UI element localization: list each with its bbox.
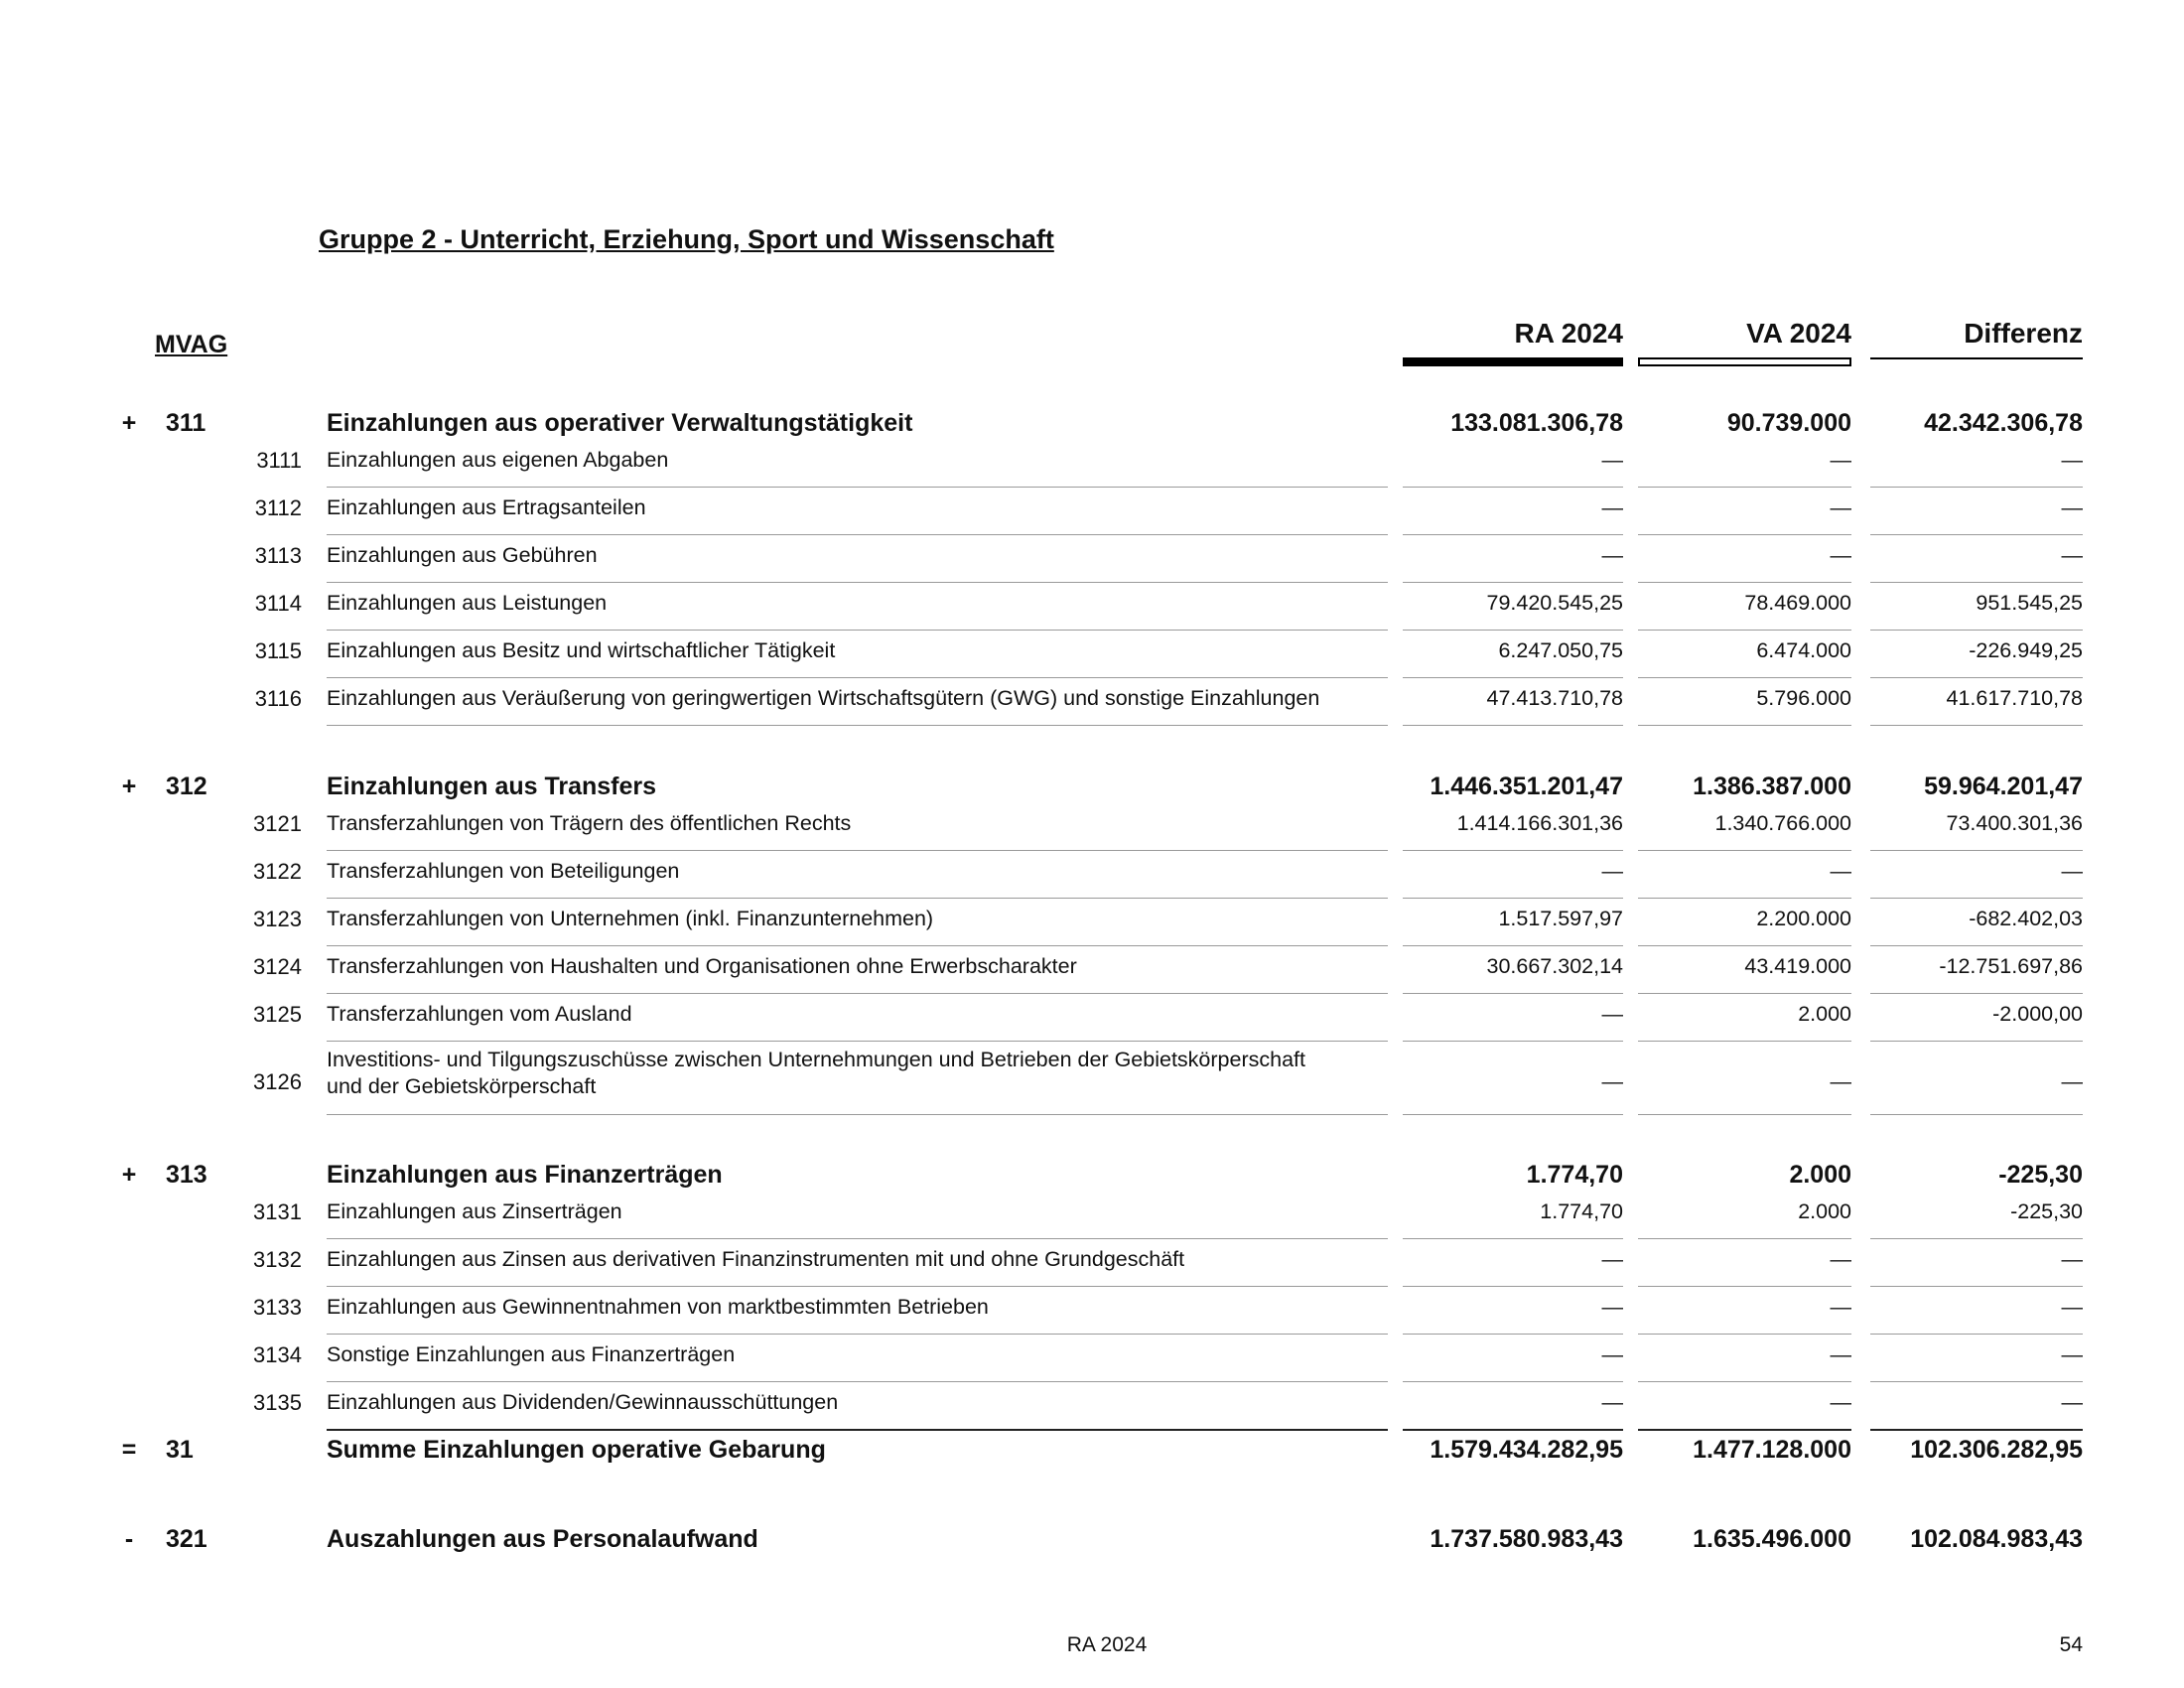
row-value-ra: 1.446.351.201,47 <box>1430 773 1623 800</box>
row-separator <box>327 1381 1388 1382</box>
row-label: Einzahlungen aus Zinsen aus derivativen Finanzinstrumenten mit und ohne Grundgeschäft <box>327 1247 1185 1271</box>
row-separator <box>1638 1334 1851 1335</box>
row-separator <box>1638 582 1851 583</box>
row-value-va: 2.000 <box>1789 1161 1851 1189</box>
row-value-ra: — <box>1601 1342 1623 1366</box>
row-label: Einzahlungen aus Leistungen <box>327 591 608 615</box>
row-separator <box>327 725 1388 726</box>
row-separator <box>327 945 1388 946</box>
row-label: Einzahlungen aus Besitz und wirtschaftlicher Tätigkeit <box>327 638 836 662</box>
row-value-va: 5.796.000 <box>1756 686 1851 710</box>
row-separator <box>327 898 1388 899</box>
row-label: Einzahlungen aus Ertragsanteilen <box>327 495 646 519</box>
row-sign: + <box>121 1161 137 1189</box>
row-separator <box>1638 850 1851 851</box>
row-separator <box>1403 534 1623 535</box>
row-value-va: 1.340.766.000 <box>1714 811 1851 835</box>
row-separator <box>1403 725 1623 726</box>
row-code: 3112 <box>254 495 302 520</box>
row-separator <box>1870 1334 2083 1335</box>
row-value-va: 43.419.000 <box>1744 954 1851 978</box>
column-header-ra <box>1403 318 1623 359</box>
row-value-differenz: 951.545,25 <box>1976 591 2083 615</box>
row-separator <box>1403 898 1623 899</box>
column-header-differenz-rule <box>1870 357 2083 359</box>
row-value-va: — <box>1830 859 1851 883</box>
row-value-differenz: 42.342.306,78 <box>1924 409 2083 437</box>
row-value-ra: 1.774,70 <box>1540 1199 1623 1223</box>
row-value-ra: 1.414.166.301,36 <box>1456 811 1623 835</box>
row-separator <box>327 1429 1388 1431</box>
row-separator <box>1403 1114 1623 1115</box>
row-value-differenz: — <box>2061 1247 2083 1271</box>
row-separator <box>1870 1041 2083 1042</box>
row-value-ra: 1.774,70 <box>1526 1161 1623 1189</box>
row-value-ra: 79.420.545,25 <box>1486 591 1623 615</box>
row-separator <box>327 850 1388 851</box>
page-title: Gruppe 2 - Unterricht, Erziehung, Sport und Wissenschaft <box>319 224 1054 254</box>
row-separator <box>1870 1381 2083 1382</box>
row-code: 3133 <box>253 1295 302 1320</box>
row-sign: = <box>121 1436 137 1464</box>
row-code: 3121 <box>253 811 302 836</box>
row-code: 3114 <box>254 591 302 616</box>
row-separator <box>1870 487 2083 488</box>
row-separator <box>1403 630 1623 631</box>
row-value-va: 2.200.000 <box>1756 907 1851 930</box>
row-sign: + <box>121 409 137 437</box>
row-label: Transferzahlungen von Trägern des öffentlichen Rechts <box>327 811 852 835</box>
row-separator <box>1870 1114 2083 1115</box>
row-label: Einzahlungen aus Veräußerung von geringwertigen Wirtschaftsgütern (GWG) und sonstige Einzahlungen <box>327 686 1320 710</box>
row-value-va: 1.635.496.000 <box>1693 1525 1851 1553</box>
row-value-differenz: 102.306.282,95 <box>1910 1436 2083 1464</box>
row-label: Sonstige Einzahlungen aus Finanzerträgen <box>327 1342 736 1366</box>
row-separator <box>1638 630 1851 631</box>
row-separator <box>1638 677 1851 678</box>
row-separator <box>1638 1238 1851 1239</box>
row-code: 3111 <box>256 448 302 473</box>
row-separator <box>1638 945 1851 946</box>
row-separator <box>327 1114 1388 1115</box>
row-label: Einzahlungen aus Dividenden/Gewinnausschüttungen <box>327 1390 839 1414</box>
row-code: 321 <box>166 1525 207 1553</box>
row-code: 3122 <box>253 859 302 884</box>
row-separator <box>327 1334 1388 1335</box>
row-separator <box>1638 898 1851 899</box>
row-separator <box>327 487 1388 488</box>
row-separator <box>1870 1286 2083 1287</box>
row-code: 31 <box>166 1436 194 1464</box>
row-value-ra: — <box>1601 1069 1623 1093</box>
row-separator <box>1638 1381 1851 1382</box>
column-header-va-rule <box>1638 357 1851 366</box>
column-header-ra-rule <box>1403 357 1623 366</box>
row-separator <box>1403 850 1623 851</box>
row-label: Summe Einzahlungen operative Gebarung <box>327 1436 826 1464</box>
row-separator <box>1638 1286 1851 1287</box>
row-value-ra: 47.413.710,78 <box>1486 686 1623 710</box>
row-separator <box>1638 1114 1851 1115</box>
row-value-differenz: — <box>2061 859 2083 883</box>
row-code: 3124 <box>253 954 302 979</box>
row-value-va: — <box>1830 1295 1851 1319</box>
row-value-ra: — <box>1601 859 1623 883</box>
row-value-va: 6.474.000 <box>1756 638 1851 662</box>
row-separator <box>1870 945 2083 946</box>
row-value-ra: — <box>1601 495 1623 519</box>
column-header-differenz-label: Differenz <box>1964 318 2083 349</box>
row-label: Transferzahlungen von Beteiligungen <box>327 859 680 883</box>
row-separator <box>1870 582 2083 583</box>
row-code: 3125 <box>253 1002 302 1027</box>
row-value-ra: 1.517.597,97 <box>1498 907 1623 930</box>
row-separator <box>327 993 1388 994</box>
row-code: 311 <box>166 409 206 437</box>
row-value-differenz: — <box>2061 1295 2083 1319</box>
row-value-va: — <box>1830 448 1851 472</box>
row-code: 3135 <box>253 1390 302 1415</box>
row-separator <box>1403 993 1623 994</box>
row-value-differenz: -225,30 <box>1998 1161 2083 1189</box>
row-value-differenz: 41.617.710,78 <box>1946 686 2083 710</box>
row-value-va: — <box>1830 543 1851 567</box>
footer-report-label: RA 2024 <box>1066 1633 1148 1656</box>
row-separator <box>1870 1238 2083 1239</box>
row-value-va: — <box>1830 1390 1851 1414</box>
row-value-va: 2.000 <box>1798 1199 1851 1223</box>
row-separator <box>327 534 1388 535</box>
row-label-continued: und der Gebietskörperschaft <box>327 1074 597 1098</box>
row-separator <box>1870 993 2083 994</box>
row-value-differenz: -2.000,00 <box>1992 1002 2083 1026</box>
row-value-differenz: -682.402,03 <box>1969 907 2083 930</box>
row-value-differenz: -12.751.697,86 <box>1939 954 2083 978</box>
row-value-va: — <box>1830 1342 1851 1366</box>
column-header-ra-label: RA 2024 <box>1514 318 1623 349</box>
row-separator <box>1403 1429 1623 1431</box>
row-label: Einzahlungen aus Transfers <box>327 773 657 800</box>
row-value-differenz: — <box>2061 1342 2083 1366</box>
row-value-ra: 1.737.580.983,43 <box>1430 1525 1623 1553</box>
row-value-differenz: 102.084.983,43 <box>1910 1525 2083 1553</box>
row-sign: + <box>121 773 137 800</box>
row-value-ra: 6.247.050,75 <box>1498 638 1623 662</box>
row-separator <box>1870 850 2083 851</box>
row-value-va: 1.477.128.000 <box>1693 1436 1851 1464</box>
row-label: Einzahlungen aus Gebühren <box>327 543 598 567</box>
row-value-differenz: — <box>2061 1390 2083 1414</box>
page-number: 54 <box>2059 1633 2083 1656</box>
row-value-va: 1.386.387.000 <box>1693 773 1851 800</box>
row-separator <box>1870 677 2083 678</box>
row-separator <box>1870 898 2083 899</box>
row-value-ra: 133.081.306,78 <box>1450 409 1623 437</box>
row-separator <box>327 1286 1388 1287</box>
row-separator <box>1638 487 1851 488</box>
row-value-differenz: 59.964.201,47 <box>1924 773 2083 800</box>
row-code: 3131 <box>253 1199 302 1224</box>
row-value-va: 2.000 <box>1798 1002 1851 1026</box>
row-value-differenz: — <box>2061 1069 2083 1093</box>
row-sign: - <box>124 1525 134 1553</box>
row-label: Auszahlungen aus Personalaufwand <box>327 1525 758 1553</box>
row-code: 3132 <box>253 1247 302 1272</box>
row-label: Transferzahlungen von Haushalten und Organisationen ohne Erwerbscharakter <box>327 954 1077 978</box>
row-code: 3113 <box>254 543 302 568</box>
row-separator <box>1403 1238 1623 1239</box>
row-label: Einzahlungen aus operativer Verwaltungstätigkeit <box>327 409 913 437</box>
row-separator <box>1638 1041 1851 1042</box>
row-value-differenz: 73.400.301,36 <box>1946 811 2083 835</box>
row-value-differenz: -225,30 <box>2010 1199 2083 1223</box>
column-header-va-label: VA 2024 <box>1746 318 1851 349</box>
row-separator <box>1403 1334 1623 1335</box>
row-label: Einzahlungen aus Finanzerträgen <box>327 1161 723 1189</box>
row-value-differenz: — <box>2061 495 2083 519</box>
row-separator <box>1403 945 1623 946</box>
row-code: 3134 <box>253 1342 302 1367</box>
row-value-ra: — <box>1601 1247 1623 1271</box>
row-value-va: — <box>1830 1069 1851 1093</box>
row-value-va: 90.739.000 <box>1726 409 1851 437</box>
row-separator <box>327 582 1388 583</box>
row-separator <box>1403 677 1623 678</box>
row-separator <box>1870 534 2083 535</box>
row-separator <box>1870 725 2083 726</box>
row-separator <box>1870 630 2083 631</box>
row-separator <box>1638 1429 1851 1431</box>
row-label: Transferzahlungen von Unternehmen (inkl. Finanzunternehmen) <box>327 907 934 930</box>
row-separator <box>327 677 1388 678</box>
row-separator <box>327 1041 1388 1042</box>
row-code: 3126 <box>253 1069 302 1094</box>
row-separator <box>1403 1381 1623 1382</box>
row-code: 3116 <box>254 686 302 711</box>
row-code: 3115 <box>254 638 302 663</box>
row-code: 312 <box>166 773 207 800</box>
row-separator <box>1638 993 1851 994</box>
row-separator <box>327 630 1388 631</box>
row-value-va: — <box>1830 1247 1851 1271</box>
row-code: 3123 <box>253 907 302 931</box>
row-value-ra: — <box>1601 448 1623 472</box>
row-separator <box>1403 487 1623 488</box>
column-header-va <box>1638 318 1851 359</box>
row-separator <box>327 1238 1388 1239</box>
row-separator <box>1403 1286 1623 1287</box>
row-value-differenz: — <box>2061 448 2083 472</box>
mvag-header: MVAG <box>155 331 228 358</box>
row-code: 313 <box>166 1161 207 1189</box>
column-header-differenz <box>1870 318 2083 359</box>
row-value-ra: — <box>1601 1295 1623 1319</box>
row-separator <box>1403 582 1623 583</box>
row-value-differenz: -226.949,25 <box>1969 638 2083 662</box>
row-separator <box>1638 725 1851 726</box>
row-value-va: 78.469.000 <box>1744 591 1851 615</box>
row-separator <box>1638 534 1851 535</box>
row-separator <box>1403 1041 1623 1042</box>
row-value-ra: 1.579.434.282,95 <box>1430 1436 1623 1464</box>
row-value-differenz: — <box>2061 543 2083 567</box>
row-value-ra: — <box>1601 1390 1623 1414</box>
row-label: Einzahlungen aus Zinserträgen <box>327 1199 622 1223</box>
row-separator <box>1870 1429 2083 1431</box>
row-label: Investitions- und Tilgungszuschüsse zwischen Unternehmungen und Betrieben der Gebietskörperschaft <box>327 1048 1305 1071</box>
row-value-va: — <box>1830 495 1851 519</box>
row-value-ra: — <box>1601 1002 1623 1026</box>
row-label: Transferzahlungen vom Ausland <box>327 1002 632 1026</box>
row-value-ra: 30.667.302,14 <box>1486 954 1623 978</box>
row-label: Einzahlungen aus eigenen Abgaben <box>327 448 669 472</box>
row-label: Einzahlungen aus Gewinnentnahmen von marktbestimmten Betrieben <box>327 1295 989 1319</box>
row-value-ra: — <box>1601 543 1623 567</box>
